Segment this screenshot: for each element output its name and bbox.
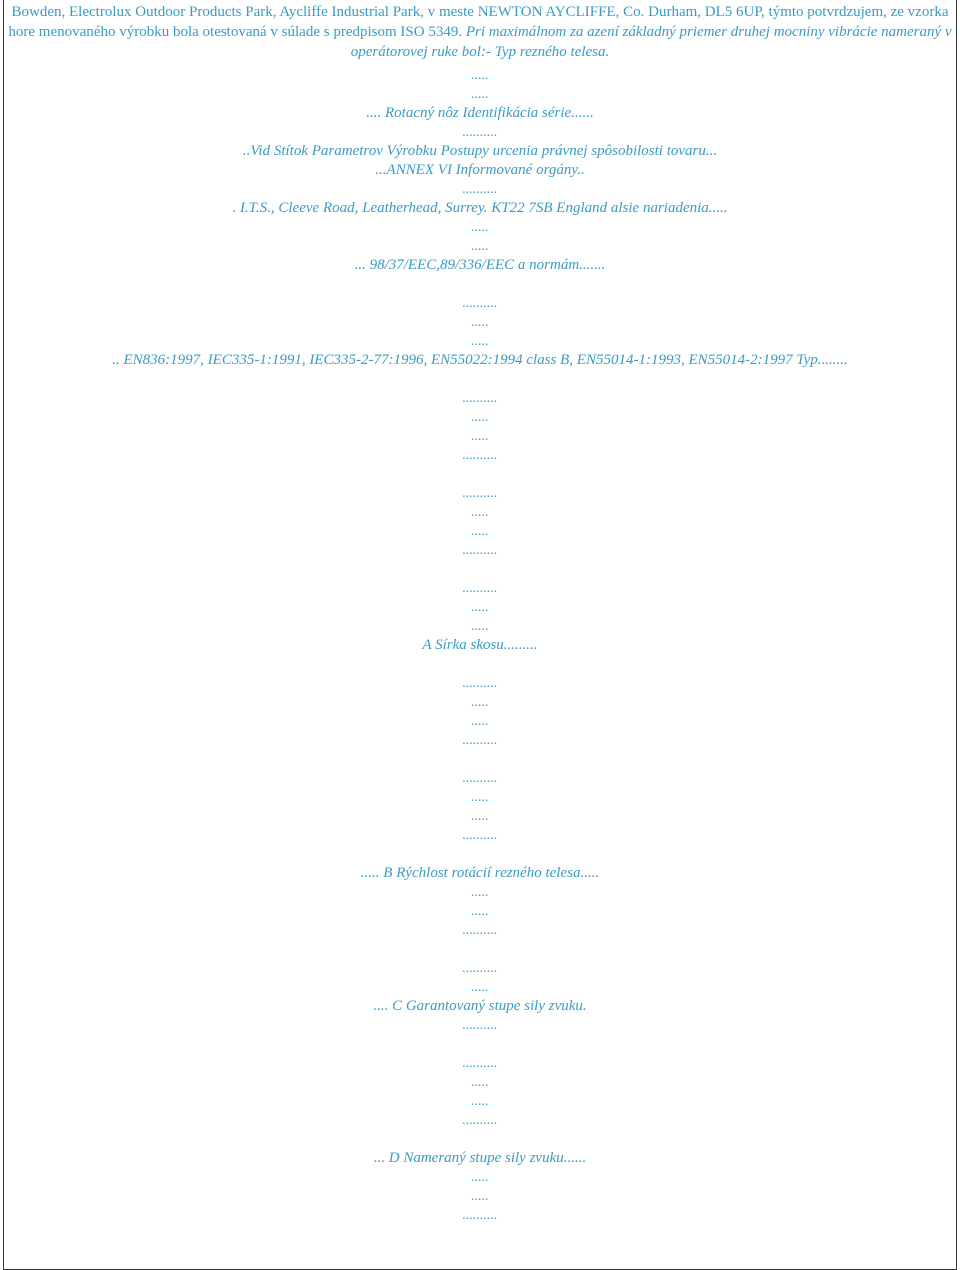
dot-leader-line: ..... (471, 980, 489, 995)
text-line: ..Vid Stítok Parametrov Výrobku Postupy urcenia právnej spôsobilosti tovaru... (242, 143, 718, 159)
blank-line (0, 1035, 960, 1054)
intro-paragraph (6, 2, 954, 62)
dot-leader-line: ..... (471, 714, 489, 729)
dot-leader-line: ..... (471, 1189, 489, 1204)
dot-leader-line: .......... (462, 486, 498, 501)
dot-leader-line: .......... (462, 923, 498, 938)
blank-line (0, 940, 960, 959)
dot-leader-line: ..... (471, 904, 489, 919)
dot-leader-line: ..... (471, 87, 489, 102)
dot-leader-line: ..... (471, 790, 489, 805)
dot-leader-line: ..... (471, 695, 489, 710)
dot-leader-line: ..... (471, 315, 489, 330)
dot-leader-line: .......... (462, 733, 498, 748)
dot-leader-line: .......... (462, 581, 498, 596)
dot-leader-line: ..... (471, 619, 489, 634)
dot-leader-line: .......... (462, 676, 498, 691)
text-line: . I.T.S., Cleeve Road, Leatherhead, Surrey. KT22 7SB England alsie nariadenia..... (232, 200, 728, 216)
dot-leader-line: ..... (471, 239, 489, 254)
text-line: ...ANNEX VI Informované orgány.. (375, 162, 585, 178)
dot-leader-line: ..... (471, 1094, 489, 1109)
dot-leader-line: .......... (462, 296, 498, 311)
dot-leader-line: .......... (462, 448, 498, 463)
blank-line (0, 465, 960, 484)
text-line: .... C Garantovaný stupe sily zvuku. (373, 998, 587, 1014)
blank-line (0, 275, 960, 294)
dot-leader-line: ..... (471, 220, 489, 235)
dot-leader-line: ..... (471, 429, 489, 444)
dot-leader-line: ..... (471, 505, 489, 520)
dot-leader-line: ..... (471, 1075, 489, 1090)
dot-leader-line: ..... (471, 68, 489, 83)
dot-leader-line: .......... (462, 828, 498, 843)
intro-vibration-text: Pri maximálnom za azení základný priemer druhej mocniny vibrácie nameraný v operátorovej ruke bol:- Typ rezného telesa. (350, 24, 952, 60)
dot-leader-line: .......... (462, 1208, 498, 1223)
dot-leader-line: ..... (471, 524, 489, 539)
blank-line (0, 370, 960, 389)
dot-leader-line: .......... (462, 1056, 498, 1071)
text-line: .... Rotacný nôz Identifikácia série...... (366, 105, 594, 121)
dot-leader-line: .......... (462, 1113, 498, 1128)
blank-line (0, 750, 960, 769)
dot-leader-line: .......... (462, 771, 498, 786)
dot-leader-line: ..... (471, 334, 489, 349)
blank-line (0, 845, 960, 864)
dot-leader-line: .......... (462, 543, 498, 558)
intro-declaration-text: Bowden, Electrolux Outdoor Products Park, Aycliffe Industrial Park, v meste NEWTON AYCLIFFE, Co. Durham, DL5 6UP, týmto potvrdzujem, ze vzorka hore menovaného výrobku bola otestovaná v súlade s predpisom ISO 5349. (8, 4, 949, 40)
blank-line (0, 1130, 960, 1149)
blank-line (0, 560, 960, 579)
blank-line (0, 655, 960, 674)
dot-leader-line: ..... (471, 885, 489, 900)
dot-leader-line: .......... (462, 961, 498, 976)
text-line: .. EN836:1997, IEC335-1:1991, IEC335-2-77:1996, EN55022:1994 class B, EN55014-1:1993, EN55014-2:1997 Typ........ (112, 352, 848, 368)
dot-leader-line: .......... (462, 182, 498, 197)
dot-leader-line: ..... (471, 410, 489, 425)
document-body (0, 66, 960, 1225)
dot-leader-line: .......... (462, 391, 498, 406)
text-line: ... 98/37/EEC,89/336/EEC a normám....... (354, 257, 606, 273)
dot-leader-line: .......... (462, 125, 498, 140)
dot-leader-line: .......... (462, 1018, 498, 1033)
text-line: ... D Nameraný stupe sily zvuku...... (373, 1150, 587, 1166)
dot-leader-line: ..... (471, 1170, 489, 1185)
dot-leader-line: ..... (471, 809, 489, 824)
text-line: A Sírka skosu......... (422, 637, 538, 653)
text-line: ..... B Rýchlost rotácií rezného telesa..... (360, 865, 600, 881)
dot-leader-line: ..... (471, 600, 489, 615)
